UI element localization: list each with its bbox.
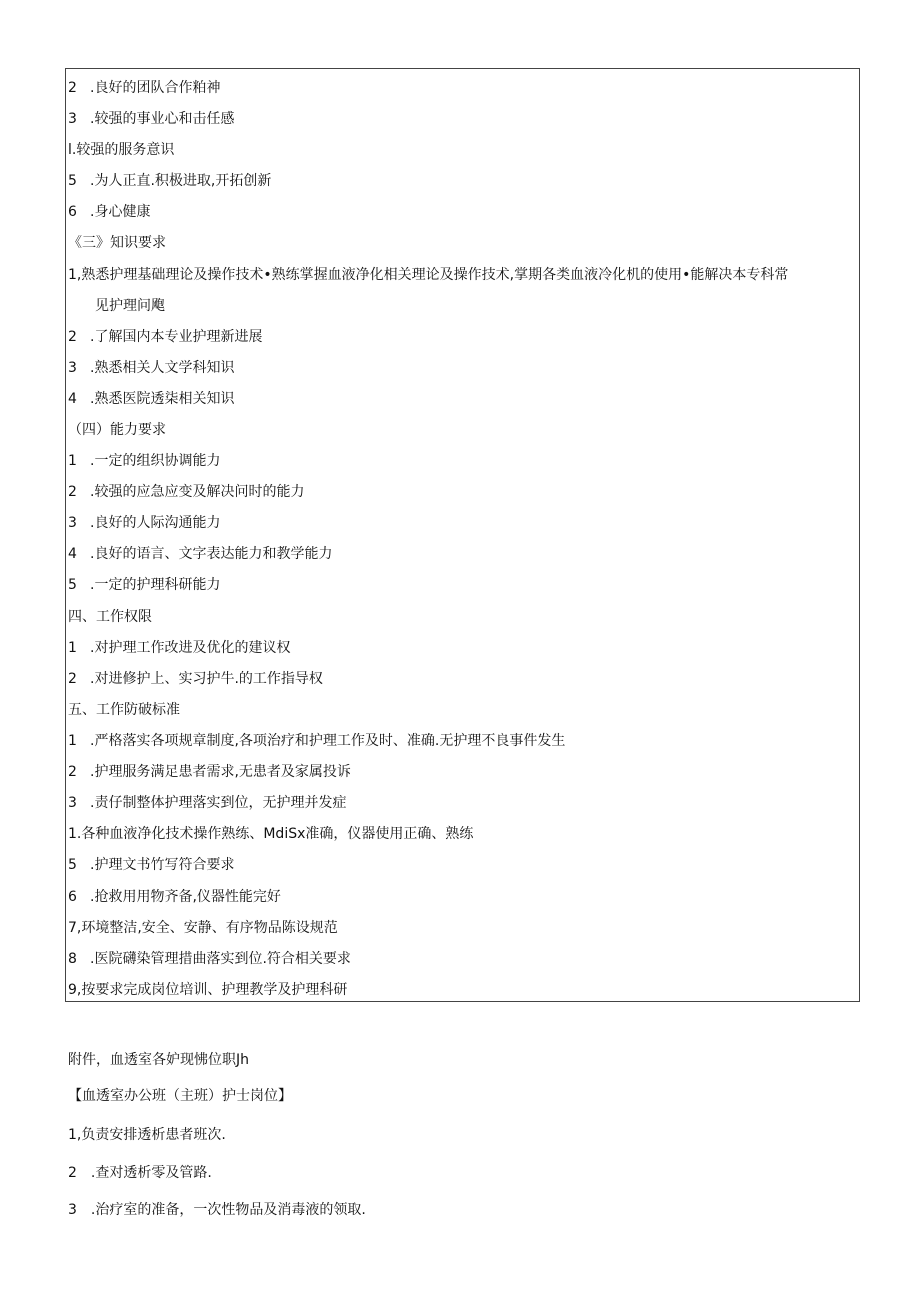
- section-heading: （四）能力要求: [68, 422, 166, 438]
- table-line: 8 .医院礴染管理措曲落实到位.符合相关要求: [68, 951, 351, 967]
- table-line: 5 .护理文书竹写符合要求: [68, 857, 235, 873]
- table-line: 3 .熟悉相关人文学科知识: [68, 360, 235, 376]
- table-line: 1 .严格落实各项规章制度,各项治疗和护理工作及时、准确.无护理不良事件发生: [68, 733, 566, 749]
- table-line: 1 .一定的组织协调能力: [68, 453, 221, 469]
- table-line: 4 .熟悉医院透柒相关知识: [68, 391, 235, 407]
- table-line: 见护理问飑: [95, 298, 165, 314]
- duty-line: 2 .查对透析零及管路.: [68, 1165, 212, 1181]
- table-line: 2 .良好的团队合作粕神: [68, 80, 221, 96]
- table-line: 6 .身心健康: [68, 204, 151, 220]
- duty-line: 1,负责安排透析患者班次.: [68, 1127, 226, 1143]
- table-line: 5 .一定的护理科研能力: [68, 577, 221, 593]
- table-line: 1,熟悉护理基础理论及操作技术•熟练掌握血液净化相关理论及操作技术,掌期各类血液冷化机的使用•能解决本专科常: [68, 267, 789, 283]
- attachment-title: 附件，血透室各妒现怫位职Jh: [68, 1052, 250, 1068]
- table-line: 3 .较强的事业心和击任感: [68, 111, 235, 127]
- table-line: 9,按要求完成岗位培训、护理教学及护理科研: [68, 982, 348, 998]
- duty-line: 3 .治疗室的准备，一次性物品及消毒液的领取.: [68, 1202, 366, 1218]
- section-heading: 四、工作权限: [68, 609, 152, 625]
- table-line: l.较强的服务意识: [68, 142, 175, 158]
- position-heading: 【血透室办公班（主班）护士岗位】: [68, 1088, 292, 1104]
- table-line: 1 .对护理工作改进及优化的建议权: [68, 640, 291, 656]
- table-line: 2 .较强的应急应变及解决问时的能力: [68, 484, 305, 500]
- table-line: 2 .了解国内本专业护理新进展: [68, 329, 263, 345]
- table-line: 7,环境整洁,安全、安静、有序物品陈设规范: [68, 920, 338, 936]
- table-line: 4 .良好的语言、文字表达能力和教学能力: [68, 546, 333, 562]
- section-heading: 《三》知识要求: [68, 235, 166, 251]
- table-line: 2 .护理服务满足患者需求,无患者及家属投诉: [68, 764, 351, 780]
- table-line: 5 .为人正直.积极进取,开拓创新: [68, 173, 272, 189]
- table-line: 1.各种血液净化技术操作熟练、MdiSx准确，仪器使用正确、熟练: [68, 826, 474, 842]
- table-line: 6 .抢救用用物齐备,仪器性能完好: [68, 889, 281, 905]
- table-line: 2 .对进修护上、实习护牛.的工作指导权: [68, 671, 323, 687]
- table-line: 3 .责仔制整体护理落实到位，无护理并发症: [68, 795, 347, 811]
- section-heading: 五、工作防破标准: [68, 702, 180, 718]
- table-line: 3 .良好的人际沟通能力: [68, 515, 221, 531]
